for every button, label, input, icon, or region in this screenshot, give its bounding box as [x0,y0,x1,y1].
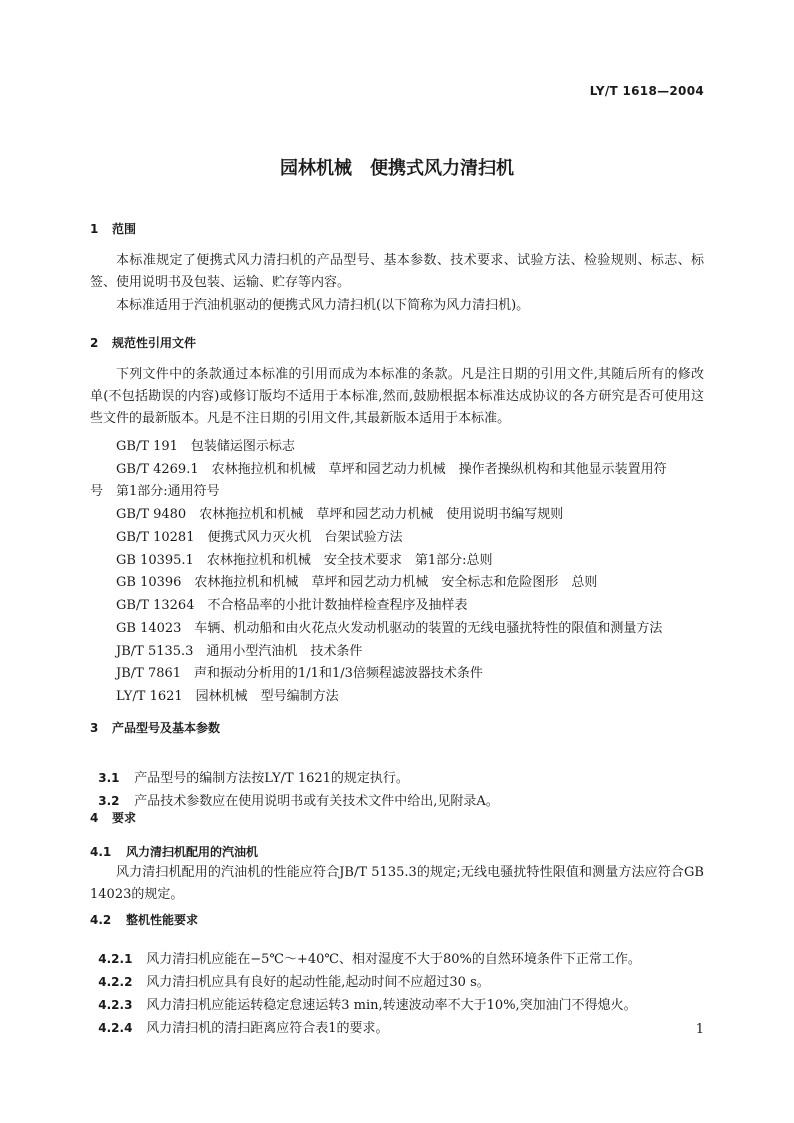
reference-item: GB/T 4269.1 农林拖拉机和机械 草坪和园艺动力机械 操作者操纵机构和其他显示装置用符 [116,462,667,477]
section-number: 4 [90,811,99,825]
section-3-heading [90,719,220,736]
clause-text: 产品技术参数应在使用说明书或有关技术文件中给出,见附录A。 [134,794,499,809]
subsection-4-1-paragraph: 风力清扫机配用的汽油机的性能应符合JB/T 5135.3的规定;无线电骚扰特性限值和测量方法应符合GB 14023的规定。 [90,865,704,902]
section-title: 规范性引用文件 [112,336,197,350]
section-1-heading [90,220,136,237]
clause-number: 4.2.2 [98,975,133,989]
clause-number: 4.2.1 [98,952,133,966]
reference-item-continued: 号 第1部分:通用符号 [90,484,220,499]
reference-item: GB/T 13264 不合格品率的小批计数抽样检查程序及抽样表 [116,598,468,613]
subsection-number: 4.2 [90,913,112,927]
section-4-heading [90,809,136,826]
section-title: 产品型号及基本参数 [112,721,221,735]
clause-number: 4.2.3 [98,998,133,1012]
subsection-title: 整机性能要求 [126,913,199,927]
section-2-heading [90,334,196,351]
subsection-number: 4.1 [90,845,112,859]
section-title: 范围 [112,222,137,236]
section-number: 1 [90,222,99,236]
clause-4-2-4 [90,1002,389,1036]
standard-code: LY/T 1618—2004 [589,84,704,98]
subsection-4-2-heading [90,911,198,928]
reference-item: GB 10396 农林拖拉机和机械 草坪和园艺动力机械 安全标志和危险图形 总则 [116,575,598,590]
section-number: 3 [90,721,99,735]
reference-item: GB/T 191 包装储运图示标志 [116,439,295,454]
section-2-paragraph: 下列文件中的条款通过本标准的引用而成为本标准的条款。凡是注日期的引用文件,其随后所有的修改单(不包括勘误的内容)或修订版均不适用于本标准,然而,鼓励根据本标准达成协议的各方研究是否可使用这些文件的最新版本。凡是不注日期的引用文件,其最新版本适用于本标准。 [90,367,704,426]
clause-text: 风力清扫机应具有良好的起动性能,起动时间不应超过30 s。 [146,975,490,990]
page-title: 园林机械 便携式风力清扫机 [280,158,514,179]
reference-item: GB/T 9480 农林拖拉机和机械 草坪和园艺动力机械 使用说明书编写规则 [116,507,564,522]
reference-item: JB/T 5135.3 通用小型汽油机 技术条件 [116,644,363,659]
clause-3-2 [90,775,499,809]
clause-number: 3.2 [98,794,120,808]
clause-number: 3.1 [98,771,120,785]
section-number: 2 [90,336,99,350]
section-1-paragraph-2: 本标准适用于汽油机驱动的便携式风力清扫机(以下简称为风力清扫机)。 [116,298,530,313]
clause-text: 产品型号的编制方法按LY/T 1621的规定执行。 [134,771,409,786]
reference-item: GB 10395.1 农林拖拉机和机械 安全技术要求 第1部分:总则 [116,553,493,568]
page-number: 1 [695,1022,704,1037]
reference-item: GB/T 10281 便携式风力灭火机 台架试验方法 [116,530,403,545]
clause-text: 风力清扫机应能在−5℃～+40℃、相对湿度不大于80%的自然环境条件下正常工作。 [146,952,641,967]
section-1-paragraph-1: 本标准规定了便携式风力清扫机的产品型号、基本参数、技术要求、试验方法、检验规则、标志、标签、使用说明书及包装、运输、贮存等内容。 [90,253,704,290]
section-title: 要求 [112,811,137,825]
clause-text: 风力清扫机应能运转稳定怠速运转3 min,转速波动率不大于10%,突加油门不得熄火。 [146,998,637,1013]
clause-text: 风力清扫机的清扫距离应符合表1的要求。 [146,1021,389,1036]
reference-item: LY/T 1621 园林机械 型号编制方法 [116,689,339,704]
reference-item: JB/T 7861 声和振动分析用的1/1和1/3倍频程滤波器技术条件 [116,666,483,681]
subsection-4-1-heading [90,843,258,860]
subsection-title: 风力清扫机配用的汽油机 [126,845,259,859]
clause-number: 4.2.4 [98,1021,133,1035]
reference-item: GB 14023 车辆、机动船和由火花点火发动机驱动的装置的无线电骚扰特性的限值和测量方法 [116,621,663,636]
